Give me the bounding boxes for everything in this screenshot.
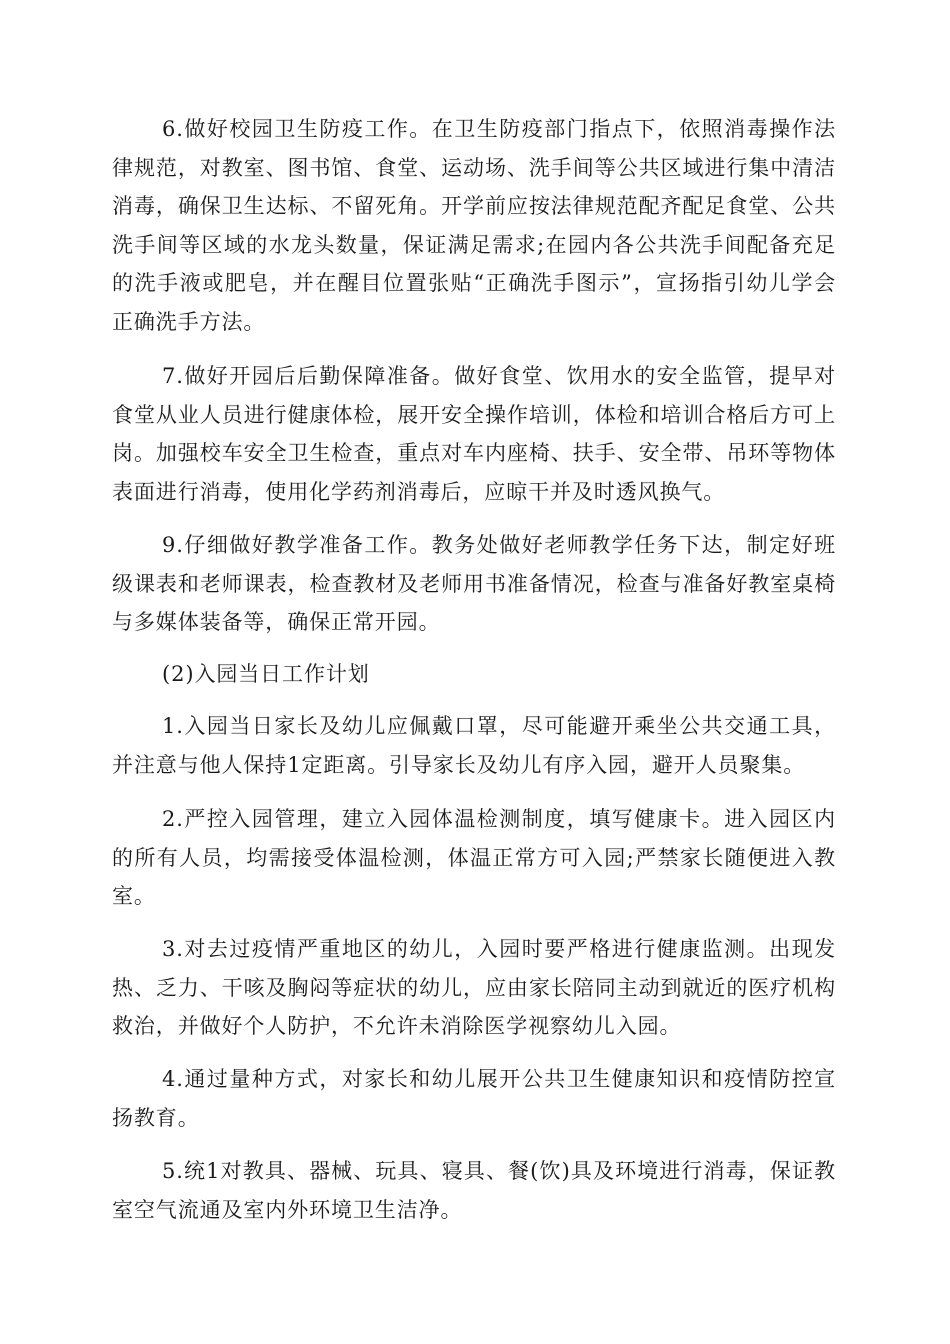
paragraph-item-7: 7.做好开园后后勤保障准备。做好食堂、饮用水的安全监管，提早对食堂从业人员进行健康体检，展开安全操作培训，体检和培训合格后方可上岗。加强校车安全卫生检查，重点对车内座椅、扶手、安全带、吊环等物体表面进行消毒，使用化学药剂消毒后，应晾干并及时透风换气。: [112, 364, 836, 504]
section-item-3: 3.对去过疫情严重地区的幼儿，入园时要严格进行健康监测。出现发热、乏力、干咳及胸闷等症状的幼儿，应由家长陪同主动到就近的医疗机构救治，并做好个人防护，不允许未消除医学视察幼儿入园。: [112, 937, 836, 1038]
section-item-5: 5.统1对教具、器械、玩具、寝具、餐(饮)具及环境进行消毒，保证教室空气流通及室内外环境卫生洁净。: [112, 1159, 836, 1222]
paragraph-item-6: 6.做好校园卫生防疫工作。在卫生防疫部门指点下，依照消毒操作法律规范，对教室、图书馆、食堂、运动场、洗手间等公共区域进行集中清洁消毒，确保卫生达标、不留死角。开学前应按法律规范配齐配足食堂、公共洗手间等区域的水龙头数量，保证满足需求;在园内各公共洗手间配备充足的洗手液或肥皂，并在醒目位置张贴“正确洗手图示”，宣扬指引幼儿学会正确洗手方法。: [112, 117, 836, 334]
section-item-4: 4.通过量种方式，对家长和幼儿展开公共卫生健康知识和疫情防控宣扬教育。: [112, 1067, 836, 1130]
section-item-2: 2.严控入园管理，建立入园体温检测制度，填写健康卡。进入园区内的所有人员，均需接受体温检测，体温正常方可入园;严禁家长随便进入教室。: [112, 807, 836, 908]
section-item-1: 1.入园当日家长及幼儿应佩戴口罩，尽可能避开乘坐公共交通工具，并注意与他人保持1定距离。引导家长及幼儿有序入园，避开人员聚集。: [112, 714, 836, 777]
section-heading: (2)入园当日工作计划: [162, 662, 370, 686]
paragraph-item-9: 9.仔细做好教学准备工作。教务处做好老师教学任务下达，制定好班级课表和老师课表，检查教材及老师用书准备情况，检查与准备好教室桌椅与多媒体装备等，确保正常开园。: [112, 533, 836, 634]
